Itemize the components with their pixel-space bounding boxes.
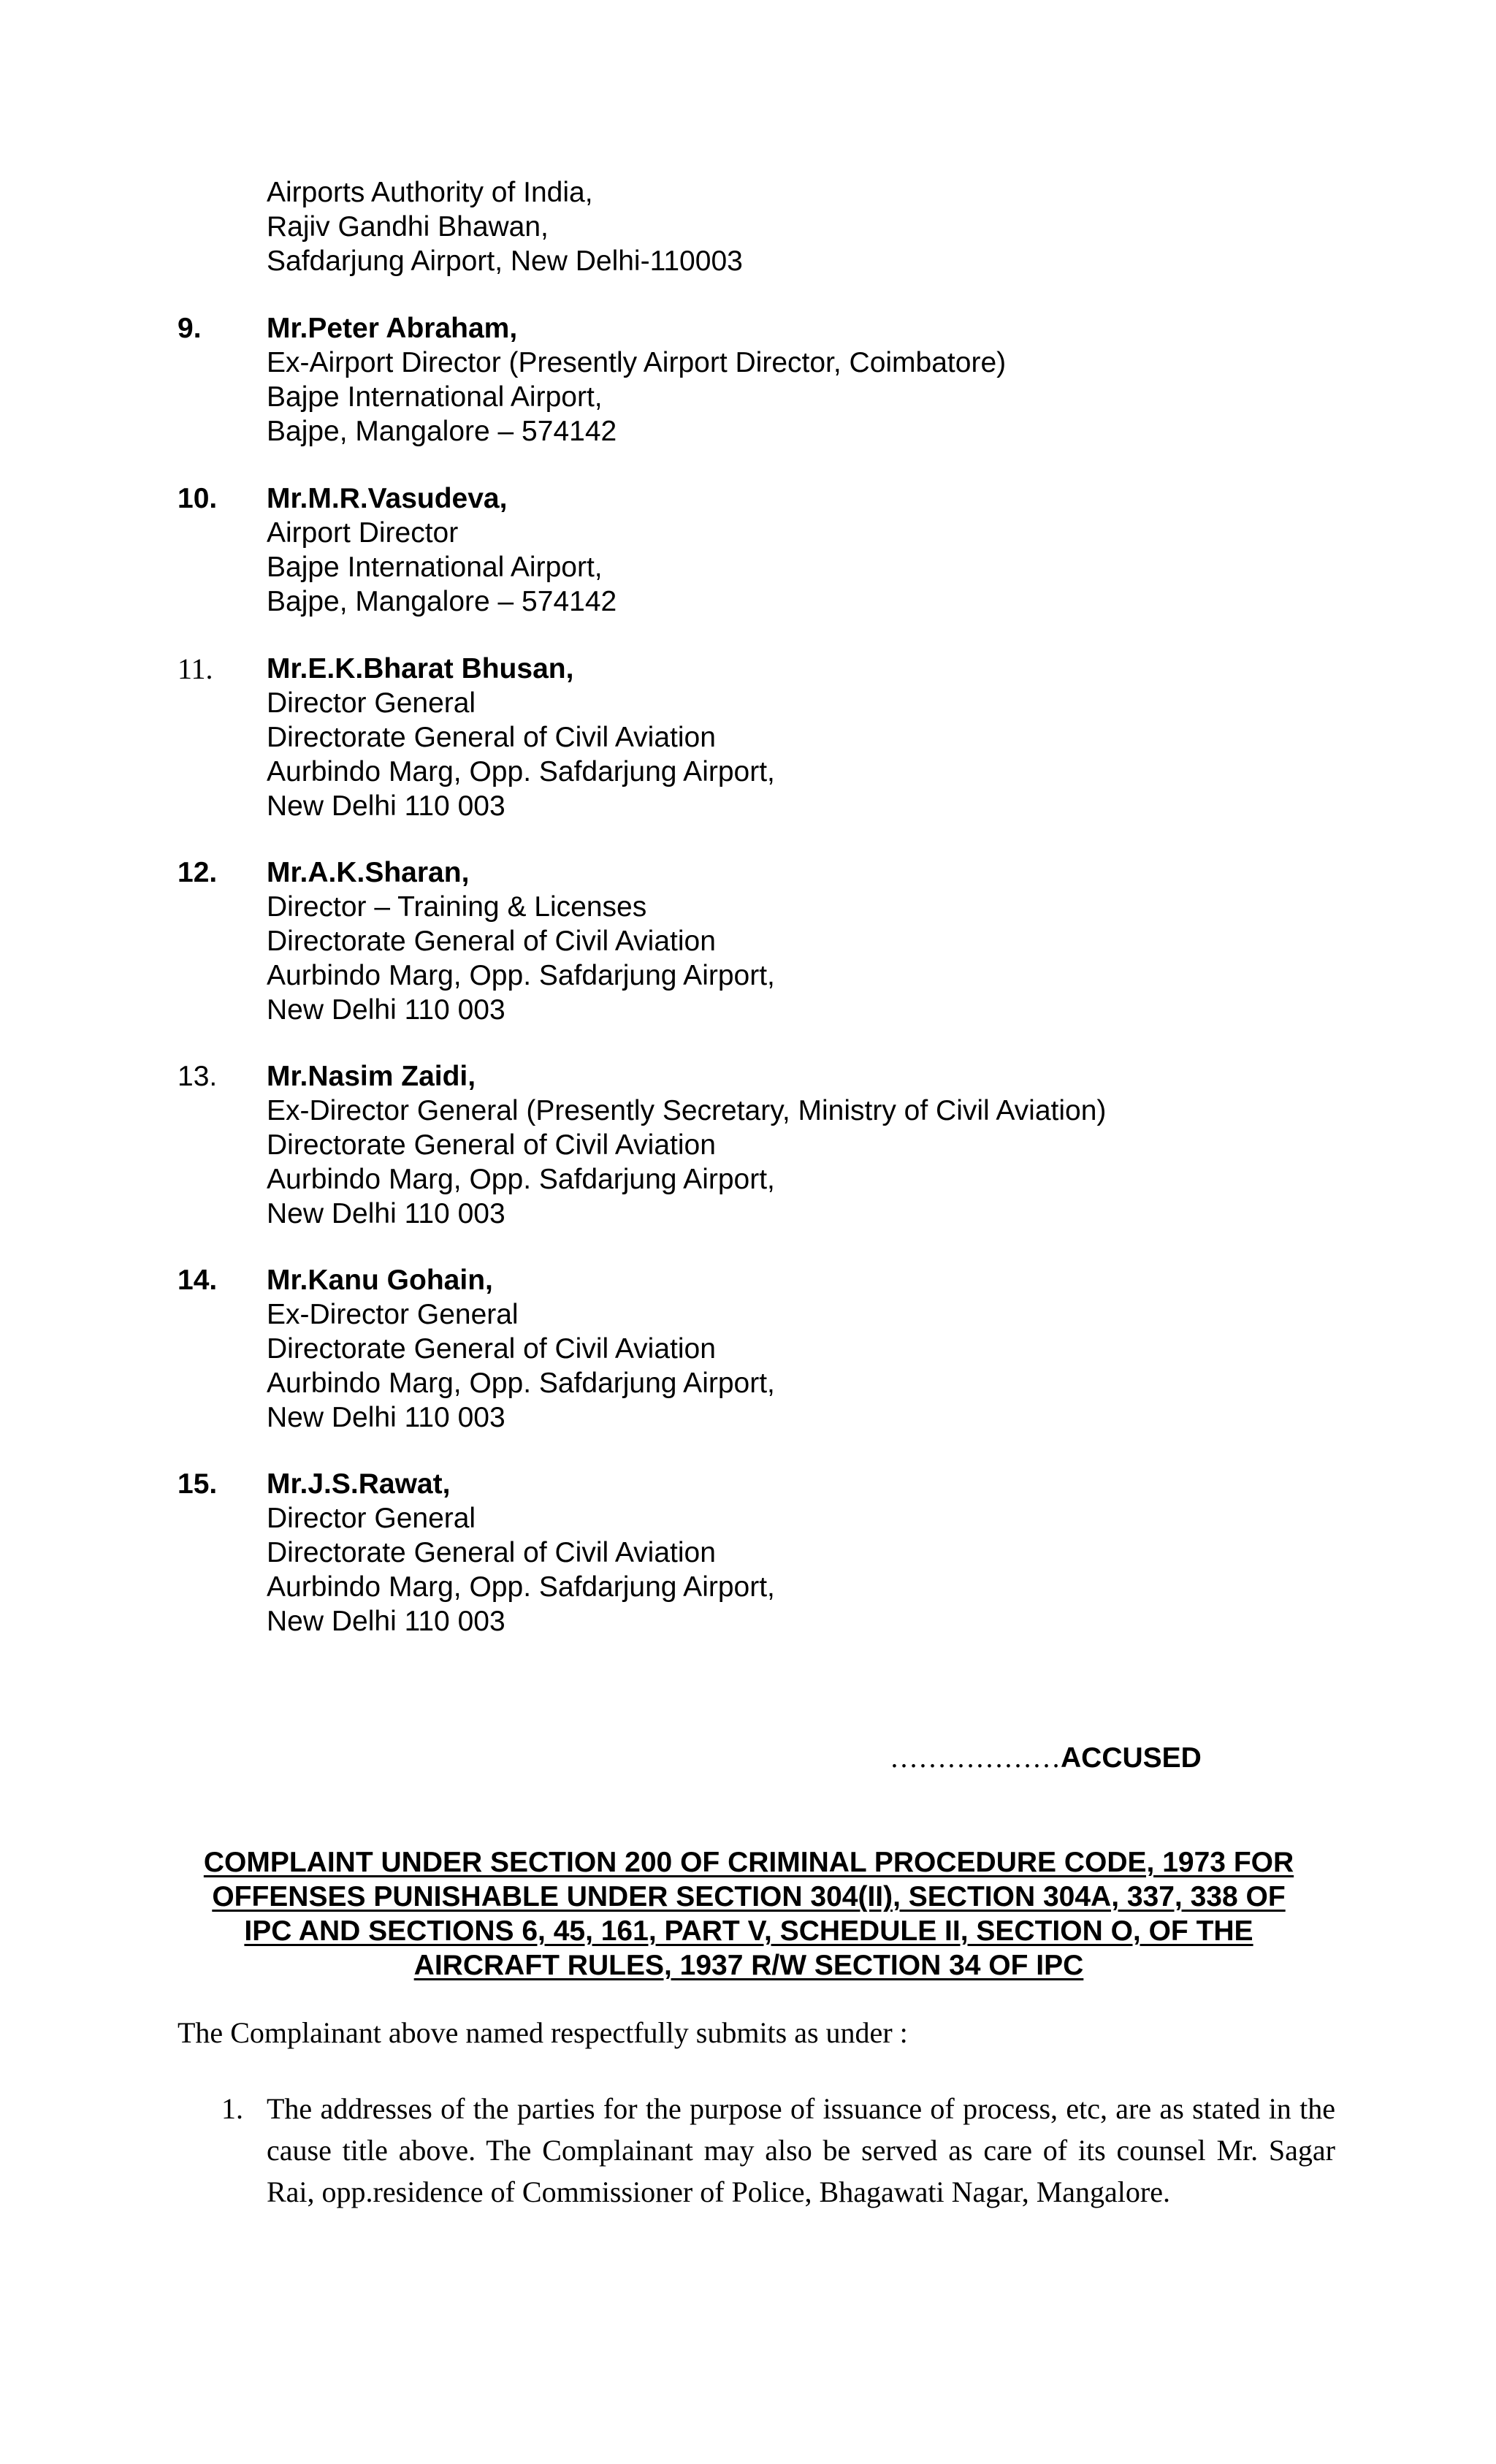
accused-dots: ……………… — [890, 1742, 1061, 1774]
address-line: Rajiv Gandhi Bhawan, — [267, 211, 549, 243]
intro-statement: The Complainant above named respectfully submits as under : — [178, 2016, 908, 2049]
party-number: 12. — [178, 857, 218, 888]
party-address-line: Bajpe International Airport, — [267, 552, 603, 583]
party-address-line: New Delhi 110 003 — [267, 1402, 505, 1433]
paragraph-text: The addresses of the parties for the purpose of issuance of process, etc, are as stated in the cause title above. The Complainant may also be served as care of its counsel Mr. Sagar Rai, opp.residence of Commissioner of Police, Bhagawati Nagar, Mangalore. — [267, 2092, 1335, 2208]
complaint-heading — [131, 1845, 1366, 1983]
accused-label — [890, 1741, 1202, 1775]
party-address-line: Director – Training & Licenses — [267, 891, 647, 923]
top-address-block — [267, 175, 743, 278]
party-address-line: Aurbindo Marg, Opp. Safdarjung Airport, — [267, 1164, 775, 1195]
party-name: Mr.Nasim Zaidi, — [267, 1061, 476, 1092]
party-address-line: Bajpe International Airport, — [267, 381, 603, 413]
party-address-line: Airport Director — [267, 517, 459, 549]
party-name: Mr.Kanu Gohain, — [267, 1265, 493, 1296]
party-address-line: New Delhi 110 003 — [267, 994, 505, 1026]
party-name: Mr.A.K.Sharan, — [267, 857, 470, 888]
party-address-line: Directorate General of Civil Aviation — [267, 722, 716, 753]
party-address-line: Director General — [267, 687, 476, 719]
party-number: 9. — [178, 313, 202, 344]
address-line: Airports Authority of India, — [267, 177, 593, 208]
accused-text: ACCUSED — [1061, 1742, 1202, 1774]
party-address-line: Aurbindo Marg, Opp. Safdarjung Airport, — [267, 960, 775, 991]
party-address-line: Directorate General of Civil Aviation — [267, 1537, 716, 1568]
party-address-line: Bajpe, Mangalore – 574142 — [267, 586, 617, 617]
party-number: 10. — [178, 483, 218, 514]
party-address-line: New Delhi 110 003 — [267, 1606, 505, 1637]
party-address-line: New Delhi 110 003 — [267, 790, 505, 822]
paragraph-number: 1. — [221, 2092, 243, 2125]
party-name: Mr.M.R.Vasudeva, — [267, 483, 508, 514]
party-name: Mr.Peter Abraham, — [267, 313, 518, 344]
party-address-line: Ex-Director General (Presently Secretary, Ministry of Civil Aviation) — [267, 1095, 1107, 1126]
party-number: 14. — [178, 1265, 218, 1296]
party-name: Mr.J.S.Rawat, — [267, 1468, 451, 1500]
party-address-line: Directorate General of Civil Aviation — [267, 1333, 716, 1365]
heading-line: COMPLAINT UNDER SECTION 200 OF CRIMINAL PROCEDURE CODE, 1973 FOR — [203, 1847, 1294, 1878]
party-address-line: Directorate General of Civil Aviation — [267, 926, 716, 957]
address-line: Safdarjung Airport, New Delhi-110003 — [267, 245, 743, 277]
party-address-line: Directorate General of Civil Aviation — [267, 1129, 716, 1161]
party-number: 15. — [178, 1468, 218, 1500]
party-address-line: Aurbindo Marg, Opp. Safdarjung Airport, — [267, 1571, 775, 1603]
party-address-line: Director General — [267, 1503, 476, 1534]
party-number: 13. — [178, 1061, 218, 1092]
heading-line: IPC AND SECTIONS 6, 45, 161, PART V, SCHEDULE II, SECTION O, OF THE — [244, 1915, 1253, 1947]
party-name: Mr.E.K.Bharat Bhusan, — [267, 653, 574, 684]
party-address-line: Ex-Airport Director (Presently Airport Director, Coimbatore) — [267, 347, 1007, 378]
heading-line: AIRCRAFT RULES, 1937 R/W SECTION 34 OF IPC — [413, 1950, 1084, 1981]
party-address-line: Aurbindo Marg, Opp. Safdarjung Airport, — [267, 1368, 775, 1399]
heading-line: OFFENSES PUNISHABLE UNDER SECTION 304(II), SECTION 304A, 337, 338 OF — [212, 1881, 1286, 1912]
party-number: 11. — [178, 652, 213, 685]
party-address-line: New Delhi 110 003 — [267, 1198, 505, 1229]
party-address-line: Bajpe, Mangalore – 574142 — [267, 416, 617, 447]
party-address-line: Aurbindo Marg, Opp. Safdarjung Airport, — [267, 756, 775, 787]
party-address-line: Ex-Director General — [267, 1299, 519, 1330]
